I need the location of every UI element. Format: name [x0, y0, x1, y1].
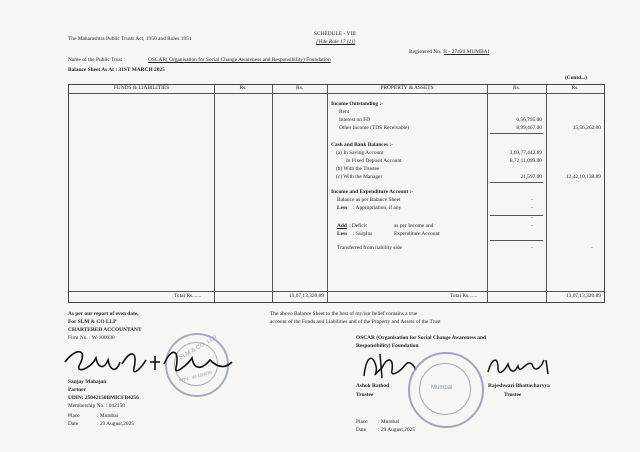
- auditor-line-3: CHARTERED ACCOUNTANT: [68, 327, 142, 333]
- value-other-income: 8,99,467.00: [516, 125, 542, 131]
- trust-name-label: Name of the Public Trust :: [68, 57, 126, 63]
- row-with-trustee: (b) With the Trustee: [336, 166, 380, 172]
- trustee-2-name: Rajeshwari Bhattacharyya: [488, 383, 550, 389]
- trust-seal-text: Mumbai: [431, 385, 453, 391]
- total-right-value: 13,07,13,320.89: [565, 293, 601, 299]
- row-expenditure-account: Expenditure Account: [394, 231, 440, 237]
- auditor-firm-no: Firm No. : W-100030: [68, 335, 115, 341]
- rule-label: [Vide Rule 17 (1)]: [316, 39, 356, 45]
- statement-line-2: account of the Funds and Liabilities and of the Property and Assets of the Trust: [270, 319, 441, 325]
- trustee-2-role: Trustee: [504, 392, 522, 398]
- header-rs-3: Rs.: [512, 85, 521, 91]
- auditor-line-2: For SLM & CO LLP: [68, 319, 117, 325]
- auditor-place: : Mumbai: [97, 413, 119, 419]
- label-less-1: Less: [337, 205, 348, 211]
- header-funds: FUNDS & LIABILITIES: [113, 85, 170, 91]
- trustee-1-role: Trustee: [356, 392, 374, 398]
- row-transferred: Transferred from liability side: [337, 245, 402, 251]
- section-cash-bank: Cash and Bank Balances :-: [331, 142, 394, 148]
- contd-label: (Contd...): [565, 75, 588, 81]
- auditor-place-label: Place: [68, 413, 80, 419]
- auditor-stamp-sub: FRN : W-100030: [178, 369, 213, 384]
- total-income-outstanding: 15,56,262.00: [572, 125, 601, 131]
- section-income-expenditure: Income and Expenditure Account :-: [331, 189, 414, 195]
- dash-balance: -: [531, 197, 533, 203]
- trustee-2-signature-icon: [484, 350, 554, 380]
- registered-number: E - 27420 MUMBAI: [444, 49, 490, 55]
- trust-place-label: Place: [356, 419, 368, 425]
- auditor-stamp-text: SLM & CO. LLP: [178, 334, 219, 362]
- schedule-label: SCHEDULE - VIII: [314, 31, 356, 37]
- row-rent: Rent: [339, 109, 350, 115]
- trust-date-label: Date: [356, 427, 367, 433]
- registered-label: Registered No. :: [409, 49, 445, 55]
- auditor-line-1: As per our report of even date,: [68, 311, 139, 317]
- trust-date: : 29 August,2025: [378, 427, 415, 433]
- row-as-per-ie: as per Income and: [394, 223, 434, 229]
- trustee-1-name: Ashok Rathod: [356, 383, 390, 389]
- row-saving-account: (a) In Saving Account: [336, 150, 384, 156]
- value-with-manager: 21,597.00: [520, 174, 542, 180]
- row-other-income: Other Income (TDS Receivable): [339, 125, 410, 131]
- balance-sheet-title: Balance Sheet As At : 31ST MARCH 2025: [68, 67, 165, 73]
- dash-transferred-total: -: [591, 245, 593, 251]
- header-rs-4: Rs.: [571, 85, 579, 91]
- balance-sheet-table: [68, 84, 605, 303]
- row-interest-fd: Interest on FD: [339, 117, 371, 123]
- trust-name: OSCAR( Organisation for Social Change Awareness and Responsibility) Foundation: [148, 57, 331, 63]
- section-income-outstanding: Income Outstanding :-: [331, 101, 384, 107]
- value-interest-fd: 6,56,795.00: [516, 117, 542, 123]
- statement-line-1: The above Balance Sheet to the best of my/our belief contains a true: [270, 311, 418, 317]
- label-less-2: Less: [337, 231, 348, 237]
- auditor-name: Sanjay Mahajan: [68, 379, 107, 385]
- total-left-value: 13,07,13,320.89: [288, 293, 324, 299]
- trust-org-line-2: Responsibility) Foundation: [356, 343, 419, 349]
- act-title: The Maharashtra Public Trusts Act, 1950 and Rules 1951: [68, 36, 192, 42]
- total-label-left: Total Rs.......: [174, 293, 202, 299]
- dash-subtotal: -: [531, 215, 533, 221]
- value-saving-account: 3,69,77,442.89: [509, 150, 542, 156]
- row-surplus: : Surplus: [353, 231, 373, 237]
- header-rs-2: Rs.: [295, 85, 304, 91]
- auditor-date: : 29 August,2025: [97, 421, 134, 427]
- auditor-membership: Membership No. : 042150: [68, 403, 125, 409]
- row-appropriation: : Appropriation, if any: [353, 205, 402, 211]
- dash-appropriation: -: [531, 205, 533, 211]
- trust-seal-icon: [408, 352, 484, 428]
- row-fixed-deposit: In Fixed Deposit Account: [346, 158, 402, 164]
- value-fixed-deposit: 8,72,11,099.00: [509, 158, 542, 164]
- auditor-udin: UDIN: 25042150BMICFB4256: [68, 395, 139, 401]
- auditor-date-label: Date: [68, 421, 79, 427]
- trust-place: : Mumbai: [378, 419, 400, 425]
- header-rs-1: Rs.: [239, 85, 247, 91]
- auditor-role: Partner: [68, 387, 86, 393]
- header-property: PROPERTY & ASSETS: [380, 85, 434, 91]
- row-with-manager: (c) With the Manager: [336, 174, 383, 180]
- total-label-right: Total Rs.......: [450, 293, 478, 299]
- row-balance-per-sheet: Balance as per Balance Sheet: [337, 197, 401, 203]
- total-cash-bank: 12,42,10,138.89: [565, 174, 601, 180]
- row-deficit: : Deficit: [349, 223, 367, 229]
- dash-transferred: -: [531, 245, 533, 251]
- label-add: Add: [337, 223, 347, 229]
- trust-org-line-1: OSCAR (Organisation for Social Change Awareness and: [356, 335, 486, 341]
- dash-deficit: -: [531, 223, 533, 229]
